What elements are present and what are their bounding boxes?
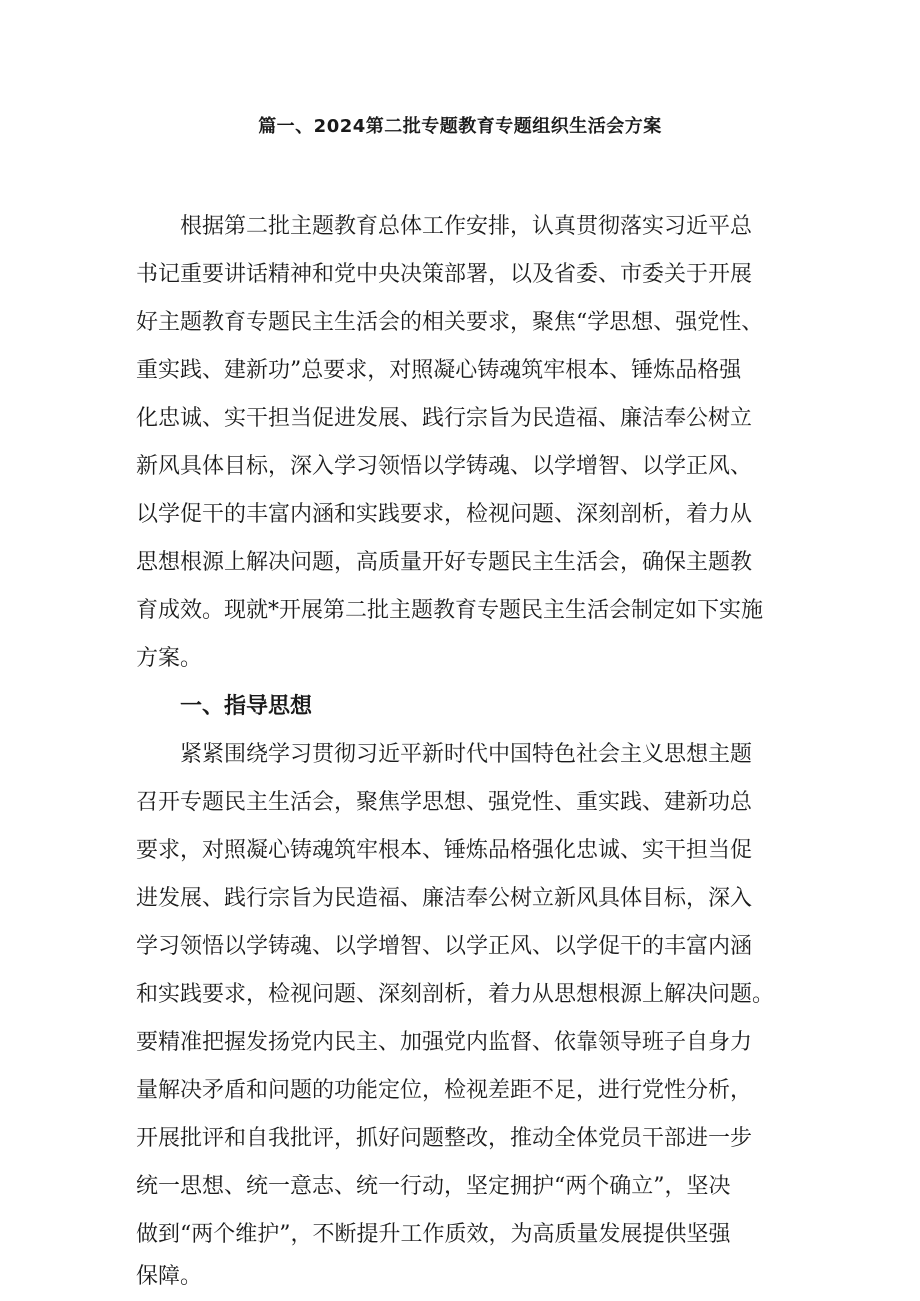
section1-line: 要求，对照凝心铸魂筑牢根本、锤炼品格强化忠诚、实干担当促: [136, 838, 753, 863]
intro-line: 好主题教育专题民主生活会的相关要求，聚焦“学思想、强党性、: [136, 310, 764, 335]
section1-line: 做到“两个维护”，不断提升工作质效，为高质量发展提供坚强: [136, 1222, 731, 1247]
section1-line: 召开专题民主生活会，聚焦学思想、强党性、重实践、建新功总: [136, 790, 753, 815]
intro-line: 重实践、建新功”总要求，对照凝心铸魂筑牢根本、锤炼品格强: [136, 358, 742, 383]
intro-line: 以学促干的丰富内涵和实践要求，检视问题、深刻剖析，着力从: [136, 502, 753, 527]
document-title: 篇一、2024第二批专题教育专题组织生活会方案: [258, 116, 662, 137]
section1-line: 和实践要求，检视问题、深刻剖析，着力从思想根源上解决问题。: [136, 982, 775, 1007]
intro-line: 育成效。现就*开展第二批主题教育专题民主生活会制定如下实施: [136, 598, 764, 623]
section1-line: 保障。: [136, 1264, 203, 1289]
intro-line: 思想根源上解决问题，高质量开好专题民主生活会，确保主题教: [136, 550, 753, 575]
section1-line: 量解决矛盾和问题的功能定位，检视差距不足，进行党性分析，: [136, 1078, 753, 1103]
intro-line: 新风具体目标，深入学习领悟以学铸魂、以学增智、以学正风、: [136, 454, 753, 479]
intro-line: 书记重要讲话精神和党中央决策部署，以及省委、市委关于开展: [136, 262, 753, 287]
section1-line: 要精准把握发扬党内民主、加强党内监督、依靠领导班子自身力: [136, 1030, 753, 1055]
section1-line: 进发展、践行宗旨为民造福、廉洁奉公树立新风具体目标，深入: [136, 886, 753, 911]
section-heading-guiding-ideology: 一、指导思想: [180, 694, 313, 719]
intro-line: 根据第二批主题教育总体工作安排，认真贯彻落实习近平总: [180, 214, 753, 239]
section1-line: 学习领悟以学铸魂、以学增智、以学正风、以学促干的丰富内涵: [136, 934, 753, 959]
section1-line: 统一思想、统一意志、统一行动，坚定拥护“两个确立”，坚决: [136, 1174, 731, 1199]
section1-line: 紧紧围绕学习贯彻习近平新时代中国特色社会主义思想主题: [180, 742, 753, 767]
section1-line: 开展批评和自我批评，抓好问题整改，推动全体党员干部进一步: [136, 1126, 753, 1151]
intro-line: 方案。: [136, 646, 203, 671]
intro-line: 化忠诚、实干担当促进发展、践行宗旨为民造福、廉洁奉公树立: [136, 406, 753, 431]
